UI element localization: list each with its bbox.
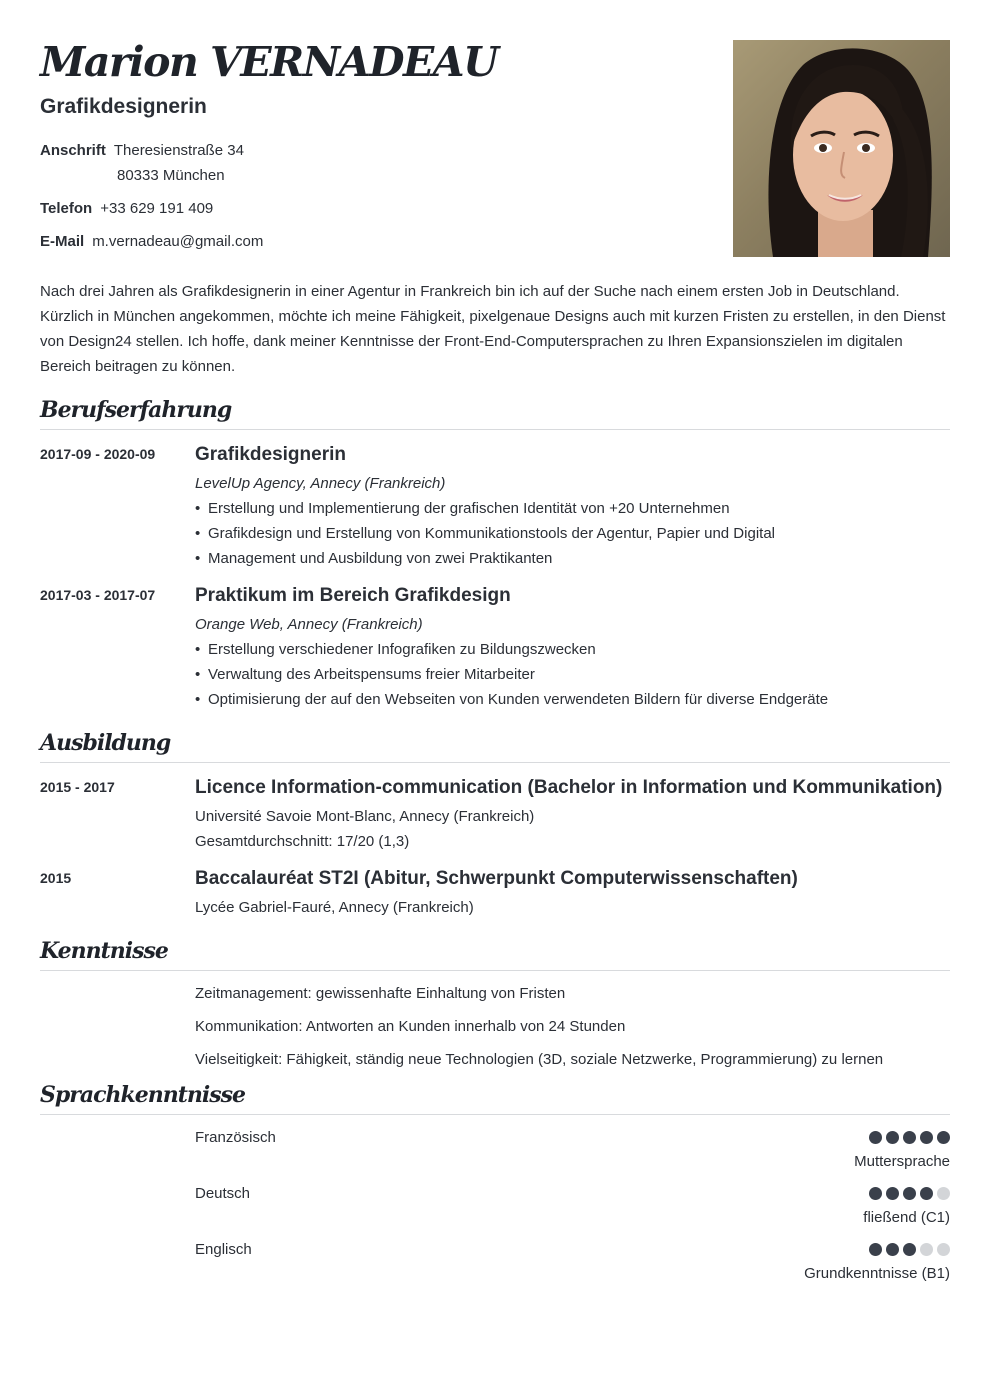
entry-company: Orange Web, Annecy (Frankreich) [195, 616, 423, 633]
rating-dot-filled [886, 1243, 899, 1256]
rating-dot-filled [869, 1243, 882, 1256]
bullet-item: • Management und Ausbildung von zwei Praktikanten [195, 546, 950, 571]
profile-summary: Nach drei Jahren als Grafikdesignerin in einer Agentur in Frankreich bin ich auf der Suche nach einem ersten Job in Deutschland. Kürzlich in München angekommen, möchte ich meine Fähigkeit, pixelgenaue Designs auch mit kurzen Fristen zu erstellen, in den Dienst von Design24 stellen. Ich hoffe, dank meiner Kenntnisse der Front-End-Computersprachen zu Ihren Expansionszielen im digitalen Bereich beitragen zu können. [40, 283, 946, 375]
entry-bullets [195, 637, 950, 712]
portrait-illustration [733, 40, 950, 257]
address-label: Anschrift [40, 142, 106, 159]
language-rating [869, 1131, 950, 1144]
education-section [40, 728, 950, 920]
language-level: fließend (C1) [863, 1209, 950, 1226]
entry-title: Praktikum im Bereich Grafikdesign [195, 585, 511, 606]
language-name: Französisch [195, 1129, 276, 1146]
email-value: m.vernadeau@gmail.com [92, 233, 264, 250]
resume-page [40, 36, 950, 1293]
language-name: Deutsch [195, 1185, 251, 1202]
language-item [195, 1237, 950, 1293]
entry-date: 2015 - 2017 [40, 779, 115, 795]
entry-date: 2015 [40, 870, 72, 886]
education-entry [40, 775, 950, 854]
rating-dot-filled [920, 1187, 933, 1200]
rating-dot-filled [886, 1131, 899, 1144]
job-title: Grafikdesignerin [40, 95, 207, 118]
languages-section [40, 1080, 950, 1293]
experience-entry [40, 583, 950, 712]
entry-title: Baccalauréat ST2I (Abitur, Schwerpunkt Computerwissenschaften) [195, 868, 798, 889]
language-level: Muttersprache [854, 1153, 950, 1170]
phone-value: +33 629 191 409 [100, 200, 214, 217]
education-heading: Ausbildung [40, 728, 950, 763]
skills-list [40, 981, 950, 1072]
rating-dot-empty [937, 1187, 950, 1200]
rating-dot-filled [903, 1131, 916, 1144]
rating-dot-empty [920, 1243, 933, 1256]
rating-dot-filled [886, 1187, 899, 1200]
entry-date: 2017-03 - 2017-07 [40, 587, 156, 603]
language-rating [869, 1187, 950, 1200]
language-name: Englisch [195, 1241, 252, 1258]
bullet-item: • Erstellung verschiedener Infografiken zu Bildungszwecken [195, 637, 950, 662]
entry-date: 2017-09 - 2020-09 [40, 446, 156, 462]
phone-label: Telefon [40, 200, 93, 217]
rating-dot-filled [903, 1187, 916, 1200]
rating-dot-filled [920, 1131, 933, 1144]
education-entry [40, 866, 950, 920]
candidate-name: Marion VERNADEAU [40, 38, 498, 86]
language-item [195, 1181, 950, 1237]
rating-dot-filled [869, 1187, 882, 1200]
skills-section [40, 936, 950, 1072]
languages-heading: Sprachkenntnisse [40, 1080, 950, 1115]
entry-title: Grafikdesignerin [195, 444, 346, 465]
address-line2: 80333 München [117, 167, 225, 184]
entry-bullets [195, 496, 950, 571]
experience-heading: Berufserfahrung [40, 395, 950, 430]
bullet-item: • Grafikdesign und Erstellung von Kommunikationstools der Agentur, Papier und Digital [195, 521, 950, 546]
skill-item: Kommunikation: Antworten an Kunden innerhalb von 24 Stunden [195, 1018, 626, 1035]
entry-institution: Lycée Gabriel-Fauré, Annecy (Frankreich) [195, 899, 474, 916]
rating-dot-filled [937, 1131, 950, 1144]
rating-dot-filled [903, 1243, 916, 1256]
language-item [195, 1125, 950, 1181]
resume-header [40, 36, 950, 266]
experience-entry [40, 442, 950, 571]
entry-institution: Université Savoie Mont-Blanc, Annecy (Frankreich) [195, 808, 535, 825]
bullet-item: • Optimisierung der auf den Webseiten von Kunden verwendeten Bildern für diverse Endgeräte [195, 687, 950, 712]
experience-section [40, 395, 950, 712]
languages-list [40, 1125, 950, 1293]
address-line1: Theresienstraße 34 [113, 142, 244, 159]
profile-photo [733, 40, 950, 257]
entry-grade: Gesamtdurchschnitt: 17/20 (1,3) [195, 833, 410, 850]
skill-item: Vielseitigkeit: Fähigkeit, ständig neue Technologien (3D, soziale Netzwerke, Programmierung) zu lernen [195, 1051, 884, 1068]
bullet-item: • Erstellung und Implementierung der grafischen Identität von +20 Unternehmen [195, 496, 950, 521]
rating-dot-filled [869, 1131, 882, 1144]
bullet-item: • Verwaltung des Arbeitspensums freier Mitarbeiter [195, 662, 950, 687]
entry-company: LevelUp Agency, Annecy (Frankreich) [195, 475, 446, 492]
language-level: Grundkenntnisse (B1) [804, 1265, 950, 1282]
rating-dot-empty [937, 1243, 950, 1256]
entry-title: Licence Information-communication (Bachelor in Information und Kommunikation) [195, 777, 943, 798]
email-label: E-Mail [40, 233, 85, 250]
skills-heading: Kenntnisse [40, 936, 950, 971]
skill-item: Zeitmanagement: gewissenhafte Einhaltung von Fristen [195, 985, 566, 1002]
language-rating [869, 1243, 950, 1256]
